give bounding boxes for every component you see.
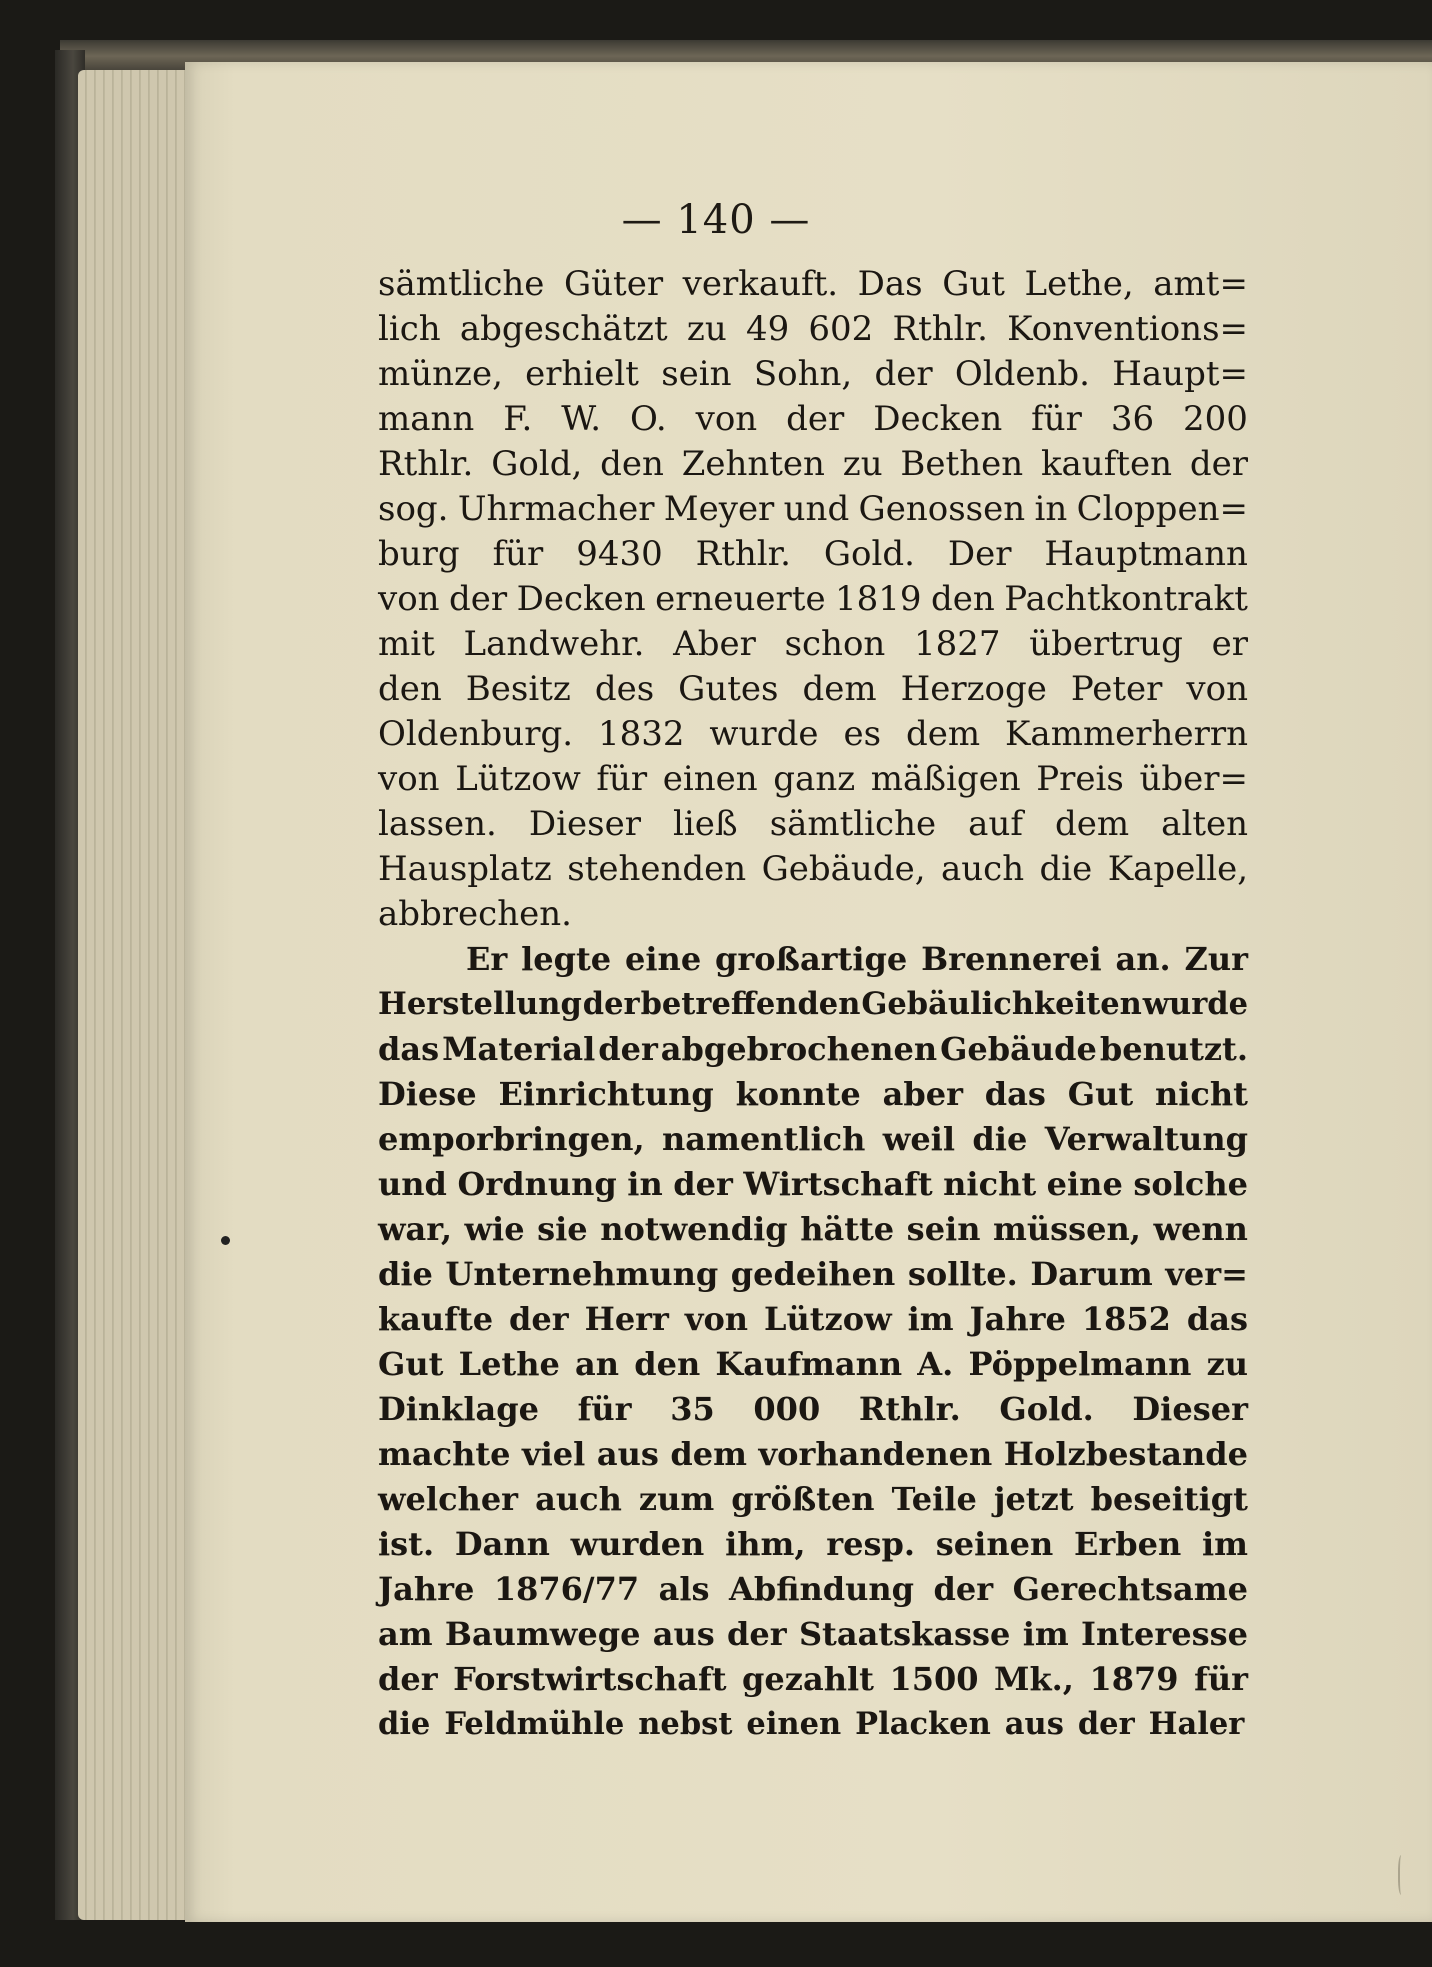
text-line: die Unternehmung gedeihen sollte. Darum ver=: [378, 1255, 1248, 1293]
text-line: am Baumwege aus der Staatskasse im Interesse: [378, 1615, 1248, 1653]
text-line: lassen. Dieser ließ sämtliche auf dem alten: [378, 804, 1248, 844]
text-line: die Feldmühle nebst einen Placken aus der Haler: [378, 1706, 1245, 1742]
text-line: Dinklage für 35 000 Rthlr. Gold. Dieser: [378, 1390, 1248, 1428]
text-line: Jahre 1876/77 als Abfindung der Gerechtsame: [378, 1570, 1248, 1608]
text-line: welcher auch zum größten Teile jetzt beseitigt: [378, 1480, 1248, 1518]
text-line: Oldenburg. 1832 wurde es dem Kammerherrn: [378, 714, 1248, 754]
text-line: burg für 9430 Rthlr. Gold. Der Hauptmann: [378, 534, 1248, 574]
text-line: das Material der abgebrochenen Gebäude benutzt.: [378, 1030, 1248, 1068]
text-line: kaufte der Herr von Lützow im Jahre 1852 das: [378, 1300, 1248, 1338]
text-line: Herstellung der betreffenden Gebäulichkeiten wurde: [378, 986, 1248, 1022]
text-line: Er legte eine großartige Brennerei an. Zur: [466, 940, 1248, 978]
text-line: Gut Lethe an den Kaufmann A. Pöppelmann zu: [378, 1345, 1248, 1383]
text-line: mann F. W. O. von der Decken für 36 200: [378, 399, 1248, 439]
text-line: emporbringen, namentlich weil die Verwaltung: [378, 1120, 1248, 1158]
text-line: von Lützow für einen ganz mäßigen Preis über=: [378, 759, 1248, 799]
text-line: lich abgeschätzt zu 49 602 Rthlr. Konventions=: [378, 309, 1248, 349]
paragraph-1: [378, 262, 1248, 937]
text-line: Hausplatz stehenden Gebäude, auch die Kapelle,: [378, 849, 1248, 889]
margin-dot: [221, 1236, 230, 1245]
text-line: Diese Einrichtung konnte aber das Gut nicht: [378, 1075, 1248, 1113]
paragraph-2: [378, 937, 1248, 1747]
text-line: münze, erhielt sein Sohn, der Oldenb. Haupt=: [378, 354, 1248, 394]
body-text: [378, 262, 1248, 1747]
text-line: sämtliche Güter verkauft. Das Gut Lethe, amt=: [378, 264, 1248, 304]
page-edges: [78, 70, 198, 1920]
text-line: den Besitz des Gutes dem Herzoge Peter von: [378, 669, 1248, 709]
text-line: Rthlr. Gold, den Zehnten zu Bethen kauften der: [378, 444, 1248, 484]
page-number: — 140 —: [621, 197, 811, 243]
text-line: der Forstwirtschaft gezahlt 1500 Mk., 1879 für: [378, 1660, 1248, 1698]
margin-pencil-mark: [1398, 1855, 1406, 1895]
text-line: mit Landwehr. Aber schon 1827 übertrug er: [378, 624, 1248, 664]
text-line: abbrechen.: [378, 894, 572, 934]
text-line: ist. Dann wurden ihm, resp. seinen Erben im: [378, 1525, 1248, 1563]
text-line: von der Decken erneuerte 1819 den Pachtkontrakt: [378, 579, 1248, 619]
text-line: sog. Uhrmacher Meyer und Genossen in Cloppen=: [378, 489, 1248, 529]
text-line: war, wie sie notwendig hätte sein müssen, wenn: [378, 1210, 1248, 1248]
text-line: machte viel aus dem vorhandenen Holzbestande: [378, 1435, 1248, 1473]
text-line: und Ordnung in der Wirtschaft nicht eine solche: [378, 1165, 1248, 1203]
